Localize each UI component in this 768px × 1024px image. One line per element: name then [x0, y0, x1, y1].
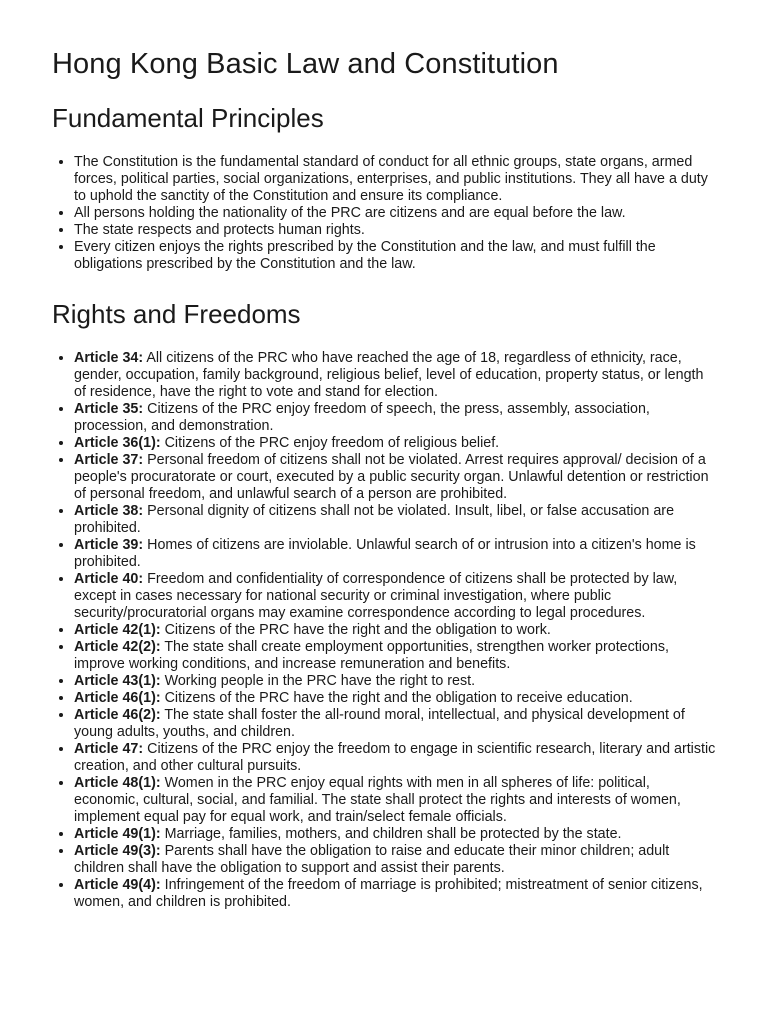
articles-list — [52, 350, 716, 911]
item-text: Infringement of the freedom of marriage is prohibited; mistreatment of senior citizens, women, and children is prohibited. — [74, 877, 703, 910]
list-item — [74, 843, 716, 877]
section-heading: Rights and Freedoms — [52, 299, 301, 329]
item-text: Homes of citizens are inviolable. Unlawful search of or intrusion into a citizen's home is prohibited. — [74, 537, 696, 570]
article-label: Article 39: — [74, 537, 144, 553]
list-item — [74, 622, 716, 639]
article-label: Article 47: — [74, 741, 144, 757]
page-title: Hong Kong Basic Law and Constitution — [52, 48, 559, 80]
article-label: Article 42(1): — [74, 622, 161, 638]
article-label: Article 40: — [74, 571, 144, 587]
list-item — [74, 401, 716, 435]
list-item — [74, 673, 716, 690]
principles-list — [52, 154, 716, 273]
item-text: Every citizen enjoys the rights prescribed by the Constitution and the law, and must fulfill the obligations prescribed by the Constitution and the law. — [74, 239, 656, 272]
article-label: Article 49(4): — [74, 877, 161, 893]
list-item — [74, 503, 716, 537]
article-label: Article 49(1): — [74, 826, 161, 842]
item-text: Personal dignity of citizens shall not be violated. Insult, libel, or false accusation are prohibited. — [74, 503, 675, 536]
item-text: The state shall foster the all-round moral, intellectual, and physical development of young adults, youths, and children. — [74, 707, 685, 740]
item-text: Citizens of the PRC enjoy freedom of speech, the press, assembly, association, procession, and demonstration. — [74, 401, 650, 434]
list-item — [74, 452, 716, 503]
article-label: Article 46(1): — [74, 690, 161, 706]
list-item — [74, 639, 716, 673]
item-text: Citizens of the PRC have the right and the obligation to receive education. — [164, 690, 633, 706]
article-label: Article 46(2): — [74, 707, 161, 723]
list-item — [74, 775, 716, 826]
list-item — [74, 690, 716, 707]
item-text: All citizens of the PRC who have reached the age of 18, regardless of ethnicity, race, gender, occupation, family background, religious belief, level of education, property status, or length of residence, have the right to vote and stand for election. — [74, 350, 704, 400]
item-text: Freedom and confidentiality of correspondence of citizens shall be protected by law, except in cases necessary for national security or criminal investigation, where public security/procuratorial organs may examine correspondence according to legal procedures. — [74, 571, 678, 621]
item-text: Citizens of the PRC enjoy the freedom to engage in scientific research, literary and artistic creation, and other cultural pursuits. — [74, 741, 716, 774]
article-label: Article 34: — [74, 350, 144, 366]
article-label: Article 35: — [74, 401, 144, 417]
article-label: Article 43(1): — [74, 673, 161, 689]
list-item — [74, 350, 716, 401]
item-text: The Constitution is the fundamental standard of conduct for all ethnic groups, state organs, armed forces, political parties, social organizations, enterprises, and public institutions. They all have a duty to uphold the sanctity of the Constitution and ensure its compliance. — [74, 154, 708, 204]
article-label: Article 49(3): — [74, 843, 161, 859]
list-item — [74, 435, 716, 452]
list-item — [74, 707, 716, 741]
item-text: Marriage, families, mothers, and children shall be protected by the state. — [164, 826, 622, 842]
article-label: Article 37: — [74, 452, 144, 468]
item-text: Parents shall have the obligation to raise and educate their minor children; adult children shall have the obligation to support and assist their parents. — [74, 843, 670, 876]
article-label: Article 42(2): — [74, 639, 161, 655]
item-text: Citizens of the PRC enjoy freedom of religious belief. — [164, 435, 500, 451]
item-text: All persons holding the nationality of the PRC are citizens and are equal before the law. — [74, 205, 626, 221]
article-label: Article 36(1): — [74, 435, 161, 451]
section-heading: Fundamental Principles — [52, 103, 324, 133]
list-item — [74, 877, 716, 911]
section-rights-and-freedoms — [52, 299, 716, 911]
item-text: Women in the PRC enjoy equal rights with men in all spheres of life: political, economic, cultural, social, and familial. The state shall protect the rights and interests of women, implement equal pay for equal work, and train/select female officials. — [74, 775, 681, 825]
list-item — [74, 222, 716, 239]
list-item — [74, 205, 716, 222]
item-text: Citizens of the PRC have the right and the obligation to work. — [164, 622, 551, 638]
list-item — [74, 239, 716, 273]
article-label: Article 38: — [74, 503, 144, 519]
list-item — [74, 571, 716, 622]
list-item — [74, 537, 716, 571]
list-item — [74, 154, 716, 205]
item-text: Working people in the PRC have the right to rest. — [164, 673, 476, 689]
item-text: The state shall create employment opportunities, strengthen worker protections, improve working conditions, and increase remuneration and benefits. — [74, 639, 669, 672]
item-text: The state respects and protects human rights. — [74, 222, 365, 238]
list-item — [74, 826, 716, 843]
list-item — [74, 741, 716, 775]
item-text: Personal freedom of citizens shall not be violated. Arrest requires approval/ decision of a people's procuratorate or court, executed by a public security organ. Unlawful detention or restriction of personal freedom, and unlawful search of a person are prohibited. — [74, 452, 709, 502]
section-fundamental-principles — [52, 103, 716, 273]
article-label: Article 48(1): — [74, 775, 161, 791]
